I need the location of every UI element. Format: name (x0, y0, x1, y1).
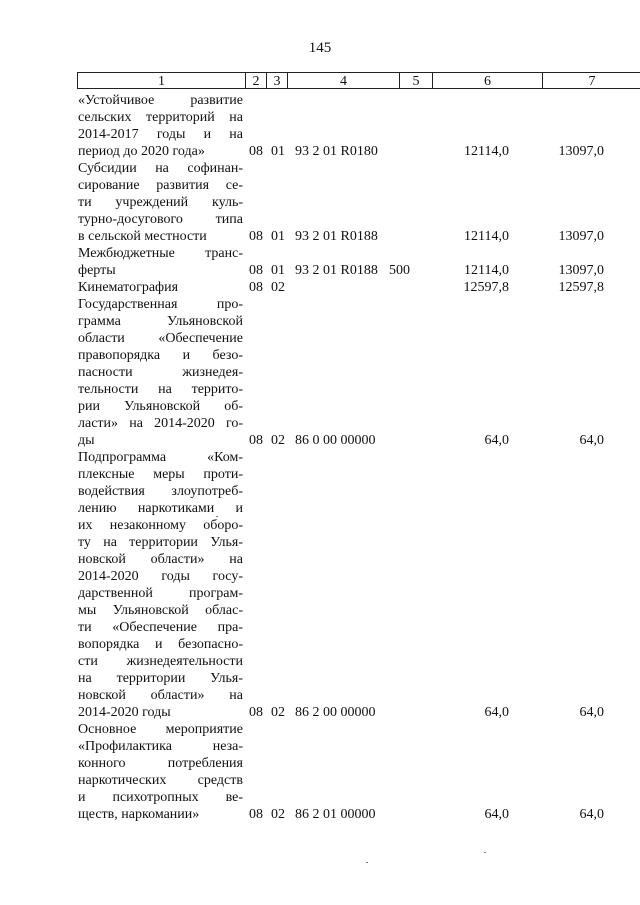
header-col-1: 1 (77, 72, 245, 89)
header-col-7: 7 (542, 72, 640, 89)
page-number: 145 (308, 40, 332, 56)
section-code: 08 (249, 229, 263, 244)
header-col-4: 4 (287, 72, 399, 89)
description-line: 2014-2020 годы госу- (78, 569, 243, 584)
target-article-code: 86 0 00 00000 (295, 433, 376, 448)
target-article-code: 93 2 01 R0188 (295, 229, 378, 244)
description-line: правопорядка и безо- (78, 348, 243, 363)
description-line: Государственная про- (78, 297, 243, 312)
amount-col-7: 13097,0 (558, 263, 604, 278)
description-line: пасности жизнедея- (78, 365, 243, 380)
description-line: 2014-2017 годы и на (78, 127, 243, 142)
description-line: Кинематография (78, 280, 179, 295)
header-col-2: 2 (245, 72, 266, 89)
section-code: 08 (249, 144, 263, 159)
subsection-code: 02 (271, 705, 285, 720)
description-line: в сельской местности (78, 229, 207, 244)
section-code: 08 (249, 280, 263, 295)
description-line: ферты (78, 263, 116, 278)
row-description (78, 721, 243, 823)
amount-col-7: 64,0 (579, 433, 604, 448)
description-line: сти жизнедеятельности (78, 654, 243, 669)
description-line: новской области» на (78, 552, 243, 567)
description-line: ти «Обеспечение пра- (78, 620, 243, 635)
description-line: грамма Ульяновской (78, 314, 243, 329)
description-line: ти учреждений куль- (78, 195, 243, 210)
section-code: 08 (249, 433, 263, 448)
amount-col-7: 64,0 (579, 705, 604, 720)
section-code: 08 (249, 807, 263, 822)
target-article-code: 86 2 00 00000 (295, 705, 376, 720)
amount-col-6: 64,0 (484, 705, 509, 720)
row-description (78, 160, 243, 245)
description-line: турно-досугового типа (78, 212, 243, 227)
subsection-code: 01 (271, 263, 285, 278)
description-line: Межбюджетные транс- (78, 246, 243, 261)
row-description (78, 245, 243, 279)
description-line: рии Ульяновской об- (78, 399, 243, 414)
description-line: дарственной програм- (78, 586, 243, 601)
subsection-code: 02 (271, 280, 285, 295)
description-line: ту на территории Улья- (78, 535, 243, 550)
description-line: на территории Улья- (78, 671, 243, 686)
amount-col-6: 12597,8 (463, 280, 509, 295)
description-line: сельских территорий на (78, 110, 243, 125)
description-line: Субсидии на софинан- (78, 161, 243, 176)
description-line: водействия злоупотреб- (78, 484, 243, 499)
subsection-code: 02 (271, 433, 285, 448)
header-col-6: 6 (432, 72, 542, 89)
expense-type-code: 500 (389, 263, 410, 278)
description-line: наркотических средств (78, 773, 243, 788)
description-line: Основное мероприятие (78, 722, 243, 737)
amount-col-7: 13097,0 (558, 229, 604, 244)
description-line: 2014-2020 годы (78, 705, 171, 720)
subsection-code: 01 (271, 229, 285, 244)
amount-col-6: 12114,0 (464, 144, 509, 159)
description-line: период до 2020 года» (78, 144, 205, 159)
header-col-3: 3 (266, 72, 287, 89)
header-col-5: 5 (399, 72, 432, 89)
amount-col-6: 64,0 (484, 433, 509, 448)
description-line: вопорядка и безопасно- (78, 637, 243, 652)
row-description (78, 92, 243, 160)
description-line: и психотропных ве- (78, 790, 243, 805)
description-line: мы Ульяновской облас- (78, 603, 243, 618)
section-code: 08 (249, 705, 263, 720)
amount-col-6: 12114,0 (464, 263, 509, 278)
description-line: области «Обеспечение (78, 331, 243, 346)
scan-speck (484, 852, 486, 853)
description-line: тельности на террито- (78, 382, 243, 397)
subsection-code: 02 (271, 807, 285, 822)
scan-speck (216, 516, 218, 517)
row-description (78, 279, 243, 296)
description-line: «Профилактика неза- (78, 739, 243, 754)
subsection-code: 01 (271, 144, 285, 159)
description-line: «Устойчивое развитие (78, 93, 243, 108)
amount-col-7: 12597,8 (558, 280, 604, 295)
target-article-code: 86 2 01 00000 (295, 807, 376, 822)
description-line: лению наркотиками и (78, 501, 243, 516)
target-article-code: 93 2 01 R0180 (295, 144, 378, 159)
description-line: сирование развития се- (78, 178, 243, 193)
row-description (78, 296, 243, 449)
scan-speck (366, 862, 368, 863)
description-line: ласти» на 2014-2020 го- (78, 416, 243, 431)
section-code: 08 (249, 263, 263, 278)
description-line: Подпрограмма «Ком- (78, 450, 243, 465)
row-description (78, 449, 243, 721)
amount-col-6: 12114,0 (464, 229, 509, 244)
description-line: ды (78, 433, 95, 448)
description-line: ществ, наркомании» (78, 807, 200, 822)
description-line: конного потребления (78, 756, 243, 771)
target-article-code: 93 2 01 R0188 (295, 263, 378, 278)
description-line: их незаконному оборо- (78, 518, 243, 533)
description-line: новской области» на (78, 688, 243, 703)
description-line: плексные меры проти- (78, 467, 243, 482)
amount-col-6: 64,0 (484, 807, 509, 822)
amount-col-7: 64,0 (579, 807, 604, 822)
amount-col-7: 13097,0 (558, 144, 604, 159)
